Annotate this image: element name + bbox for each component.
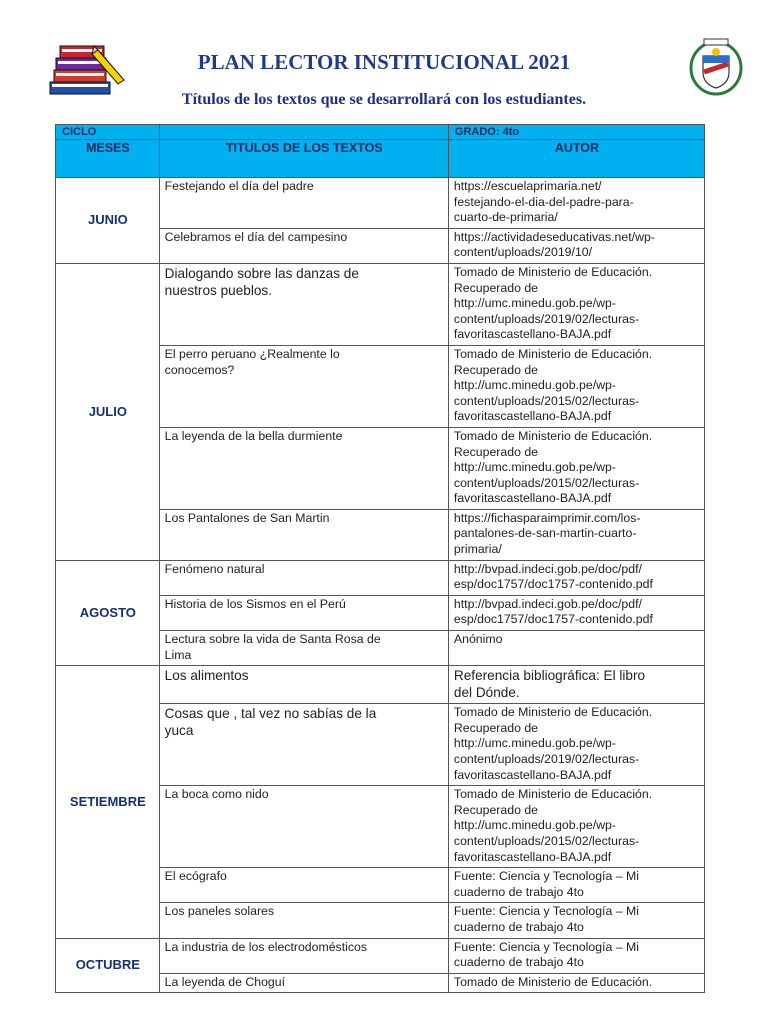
table-row [56, 666, 705, 704]
table-row [56, 263, 705, 345]
text-title-cell: La leyenda de Choguí [159, 973, 448, 993]
author-cell: Tomado de Ministerio de Educación. Recuperado de http://umc.minedu.gob.pe/wp- content/uploads/2015/02/lecturas- favoritascastellano-BAJA.pdf [448, 427, 704, 509]
column-header-autor: AUTOR [448, 140, 704, 178]
author-cell: http://bvpad.indeci.gob.pe/doc/pdf/ esp/doc1757/doc1757-contenido.pdf [448, 595, 704, 630]
table-header-row [56, 125, 705, 140]
text-title-cell: Festejando el día del padre [159, 178, 448, 229]
author-cell: http://bvpad.indeci.gob.pe/doc/pdf/ esp/doc1757/doc1757-contenido.pdf [448, 560, 704, 595]
text-title-cell: La leyenda de la bella durmiente [159, 427, 448, 509]
text-title-cell: Lectura sobre la vida de Santa Rosa de Lima [159, 631, 448, 666]
reading-plan-table [55, 124, 705, 993]
text-title-cell: Historia de los Sismos en el Perú [159, 595, 448, 630]
month-cell: AGOSTO [56, 560, 160, 666]
text-title-cell: Cosas que , tal vez no sabías de la yuca [159, 704, 448, 786]
author-cell: https://actividadeseducativas.net/wp- content/uploads/2019/10/ [448, 228, 704, 263]
page-title: PLAN LECTOR INSTITUCIONAL 2021 [197, 50, 571, 74]
ciclo-label: CICLO [56, 125, 160, 140]
author-cell: Fuente: Ciencia y Tecnología – Mi cuaderno de trabajo 4to [448, 938, 704, 973]
text-title-cell: Dialogando sobre las danzas de nuestros pueblos. [159, 263, 448, 345]
table-row [56, 560, 705, 595]
month-cell: SETIEMBRE [56, 666, 160, 938]
author-cell: Fuente: Ciencia y Tecnología – Mi cuaderno de trabajo 4to [448, 868, 704, 903]
column-header-meses: MESES [56, 140, 160, 178]
ciclo-value [159, 125, 448, 140]
author-cell: Fuente: Ciencia y Tecnología – Mi cuaderno de trabajo 4to [448, 903, 704, 938]
month-cell: JUNIO [56, 178, 160, 264]
author-cell: Tomado de Ministerio de Educación. Recuperado de http://umc.minedu.gob.pe/wp- content/uploads/2015/02/lecturas- favoritascastellano-BAJA.pdf [448, 345, 704, 427]
column-header-row [56, 140, 705, 178]
text-title-cell: Fenómeno natural [159, 560, 448, 595]
author-cell: Tomado de Ministerio de Educación. Recuperado de http://umc.minedu.gob.pe/wp- content/uploads/2019/02/lecturas- favoritascastellano-BAJA.pdf [448, 263, 704, 345]
text-title-cell: Los paneles solares [159, 903, 448, 938]
month-cell: OCTUBRE [56, 938, 160, 993]
text-title-cell: La boca como nido [159, 786, 448, 868]
author-cell: https://fichasparaimprimir.com/los- pantalones-de-san-martin-cuarto- primaria/ [448, 509, 704, 560]
page-subtitle: Títulos de los textos que se desarrollará con los estudiantes. [181, 91, 587, 108]
author-cell: Referencia bibliográfica: El libro del Dónde. [448, 666, 704, 704]
text-title-cell: El perro peruano ¿Realmente lo conocemos? [159, 345, 448, 427]
text-title-cell: La industria de los electrodomésticos [159, 938, 448, 973]
text-title-cell: Los alimentos [159, 666, 448, 704]
author-cell: Tomado de Ministerio de Educación. [448, 973, 704, 993]
table-row [56, 178, 705, 229]
author-cell: Tomado de Ministerio de Educación. Recuperado de http://umc.minedu.gob.pe/wp- content/uploads/2015/02/lecturas- favoritascastellano-BAJA.pdf [448, 786, 704, 868]
author-cell: Anónimo [448, 631, 704, 666]
text-title-cell: El ecógrafo [159, 868, 448, 903]
column-header-titulos: TITULOS DE LOS TEXTOS [159, 140, 448, 178]
text-title-cell: Celebramos el día del campesino [159, 228, 448, 263]
author-cell: https://escuelaprimaria.net/ festejando-el-dia-del-padre-para- cuarto-de-primaria/ [448, 178, 704, 229]
text-title-cell: Los Pantalones de San Martin [159, 509, 448, 560]
table-row [56, 938, 705, 973]
grado-label: GRADO: 4to [448, 125, 704, 140]
month-cell: JULIO [56, 263, 160, 560]
author-cell: Tomado de Ministerio de Educación. Recuperado de http://umc.minedu.gob.pe/wp- content/uploads/2019/02/lecturas- favoritascastellano-BAJA.pdf [448, 704, 704, 786]
